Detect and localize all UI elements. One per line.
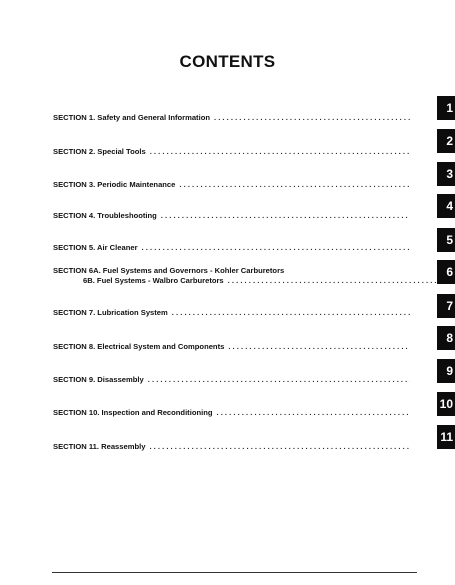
section-tab-11[interactable]: 11 — [437, 425, 455, 449]
toc-entry-section-2[interactable] — [53, 147, 410, 157]
dot-leader — [161, 211, 410, 221]
section-tab-3[interactable]: 3 — [437, 162, 455, 186]
section-tab-7[interactable]: 7 — [437, 294, 455, 318]
toc-entry-section-1[interactable] — [53, 113, 410, 123]
section-tab-6[interactable]: 6 — [437, 260, 455, 284]
dot-leader — [228, 342, 410, 352]
dot-leader — [142, 243, 410, 253]
section-tab-2[interactable]: 2 — [437, 129, 455, 153]
toc-entry-label: SECTION 10. Inspection and Reconditioning — [53, 408, 213, 417]
section-tab-8[interactable]: 8 — [437, 326, 455, 350]
toc-entry-section-11[interactable] — [53, 442, 410, 452]
dot-leader — [214, 113, 410, 123]
toc-entry-section-5[interactable] — [53, 243, 410, 253]
dot-leader — [148, 375, 410, 385]
section-tab-5[interactable]: 5 — [437, 228, 455, 252]
toc-entry-label: SECTION 5. Air Cleaner — [53, 243, 138, 252]
dot-leader — [216, 408, 410, 418]
toc-entry-sublabel: 6B. Fuel Systems - Walbro Carburetors — [83, 276, 224, 285]
section-tab-10[interactable]: 10 — [437, 392, 455, 416]
dot-leader — [228, 276, 440, 286]
toc-entry-section-4[interactable] — [53, 211, 410, 221]
toc-entry-label: SECTION 9. Disassembly — [53, 375, 144, 384]
dot-leader — [172, 308, 410, 318]
toc-entry-label: SECTION 8. Electrical System and Components — [53, 342, 225, 351]
toc-entry-section-9[interactable] — [53, 375, 410, 385]
toc-entry-label: SECTION 7. Lubrication System — [53, 308, 168, 317]
section-tab-4[interactable]: 4 — [437, 194, 455, 218]
toc-entry-label: SECTION 4. Troubleshooting — [53, 211, 157, 220]
section-tab-9[interactable]: 9 — [437, 359, 455, 383]
dot-leader — [150, 147, 410, 157]
toc-entry-label: SECTION 6A. Fuel Systems and Governors - Kohler Carburetors — [53, 266, 285, 275]
toc-entry-label: SECTION 3. Periodic Maintenance — [53, 180, 176, 189]
toc-entry-section-3[interactable] — [53, 180, 410, 190]
dot-leader — [179, 180, 410, 190]
page-title: CONTENTS — [179, 52, 276, 71]
toc-entry-label: SECTION 1. Safety and General Information — [53, 113, 210, 122]
toc-entry-label: SECTION 2. Special Tools — [53, 147, 146, 156]
toc-entry-section-6[interactable] — [53, 266, 410, 286]
toc-entry-section-10[interactable] — [53, 408, 410, 418]
toc-entry-section-8[interactable] — [53, 342, 410, 352]
toc-entry-label: SECTION 11. Reassembly — [53, 442, 146, 451]
dot-leader — [149, 442, 410, 452]
footer-rule — [52, 572, 417, 573]
toc-entry-section-7[interactable] — [53, 308, 410, 318]
section-tab-1[interactable]: 1 — [437, 96, 455, 120]
